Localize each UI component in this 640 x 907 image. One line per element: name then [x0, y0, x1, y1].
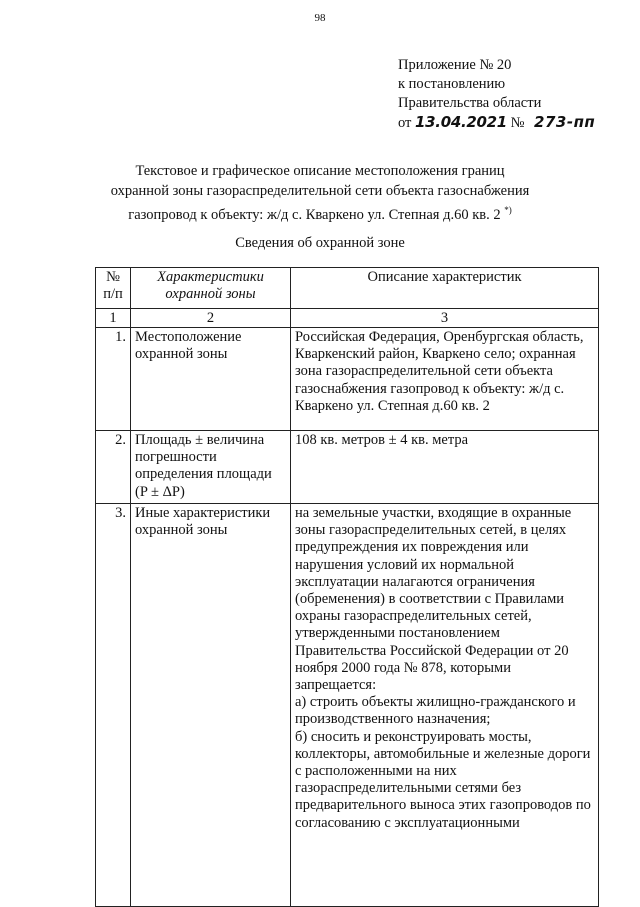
title-line-3-text: газопровод к объекту: ж/д с. Кваркено ул. Степная д.60 кв. 2: [128, 206, 501, 223]
column-number: 3: [291, 309, 599, 328]
row-number: 2.: [96, 431, 131, 504]
row-characteristic: Площадь ± величина погрешности определения площади (P ± ΔP): [131, 431, 291, 504]
protection-zone-table: [95, 267, 599, 907]
column-number: 1: [96, 309, 131, 328]
appendix-line-1: Приложение № 20: [398, 57, 512, 73]
header-number: № п/п: [96, 268, 131, 309]
header-characteristic: Характеристики охранной зоны: [131, 268, 291, 309]
title-line-3: [60, 201, 580, 225]
appendix-block: [398, 56, 595, 133]
row-description: [291, 504, 599, 907]
footnote-mark: *): [504, 205, 512, 215]
title-line-2: охранной зоны газораспределительной сети объекта газоснабжения: [110, 182, 530, 199]
row-description: Российская Федерация, Оренбургская область, Кваркенский район, Кваркено село; охранная зона газораспределительной сети объекта газоснабжения газопровод к объекту: ж/д с. Кваркено ул. Степная д.60 кв. 2: [291, 328, 599, 431]
date-prefix: от: [398, 115, 412, 131]
number-prefix: №: [510, 115, 525, 131]
title-line-1: Текстовое и графическое описание местоположения границ: [135, 163, 505, 179]
appendix-line-2: к постановлению: [398, 76, 506, 92]
header-description: Описание характеристик: [291, 268, 599, 309]
list-item: б) сносить и реконструировать мосты, коллекторы, автомобильные и железные дороги с расположенными на них газораспределительными сетями без предварительного выноса этих газопроводов по согласованию с эксплуатационными: [295, 728, 591, 831]
column-number-row: [96, 309, 599, 328]
appendix-line-3: Правительства области: [398, 95, 542, 111]
handwritten-date: 13.04.2021: [415, 113, 507, 131]
section-title: Сведения об охранной зоне: [235, 235, 405, 251]
table-row: [96, 504, 599, 907]
row-characteristic: Иные характеристики охранной зоны: [131, 504, 291, 907]
column-number: 2: [131, 309, 291, 328]
handwritten-number: 273-пп: [534, 113, 596, 131]
appendix-date-line: [398, 113, 595, 133]
page-number: 98: [314, 12, 326, 24]
row-number: 1.: [96, 328, 131, 431]
table-header-row: [96, 268, 599, 309]
row-description: 108 кв. метров ± 4 кв. метра: [291, 431, 599, 504]
table-row: [96, 431, 599, 504]
row-description-text: на земельные участки, входящие в охранные зоны газораспределительных сетей, в целях предупреждения их повреждения или нарушения условий их нормальной эксплуатации налагаются ограничения (обременения) в соответствии с Правилами охраны газораспределительных сетей, утвержденными постановлением Правительства Российской Федерации от 20 ноября 2000 года № 878, которыми запрещается:: [295, 505, 572, 694]
table-row: [96, 328, 599, 431]
list-item: а) строить объекты жилищно-гражданского и производственного назначения;: [295, 694, 576, 728]
document-title: [60, 162, 580, 225]
row-characteristic: Местоположение охранной зоны: [131, 328, 291, 431]
row-number: 3.: [96, 504, 131, 907]
